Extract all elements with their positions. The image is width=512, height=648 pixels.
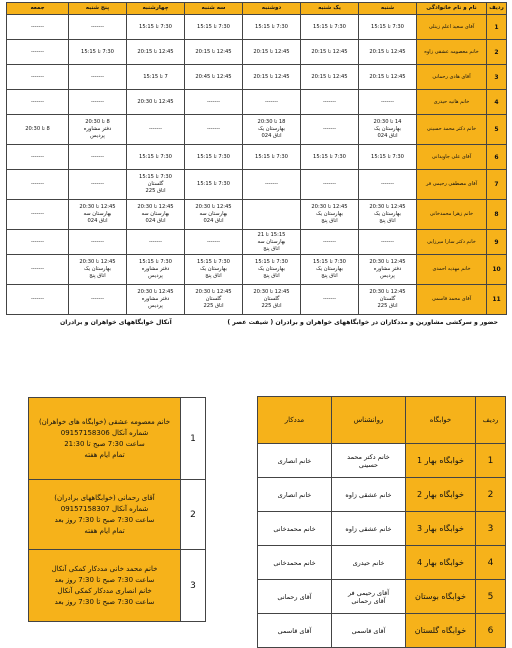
dorm-header-cell: خوابگاه xyxy=(406,397,476,444)
shift-cell: ------- xyxy=(7,170,69,200)
shift-cell: 12:45 تا 20:15 xyxy=(301,40,359,65)
shift-cell: ------- xyxy=(7,65,69,90)
shift-cell: 7:30 تا 15:15 xyxy=(243,15,301,40)
psychologist: خانم حیدری xyxy=(332,546,406,580)
social-worker: خانم محمدخانی xyxy=(258,546,332,580)
shift-cell: 12:45 تا 20:30 دفتر مشاوره پردیس xyxy=(127,285,185,315)
dorm-name: خوابگاه بوستان xyxy=(406,580,476,614)
staff-name: آقای سعید اعلم زینلی xyxy=(417,15,487,40)
staff-name: خانم زهرا محمدخانی xyxy=(417,200,487,230)
shift-cell: 7:30 تا 15:15 xyxy=(185,170,243,200)
row-number: 8 xyxy=(487,200,507,230)
shift-cell: 12:45 تا 20:30 بهارستان یک اتاق پنج xyxy=(359,200,417,230)
social-worker: آقای رحمانی xyxy=(258,580,332,614)
shift-cell: 12:45 تا 20:15 xyxy=(359,65,417,90)
row-number: 7 xyxy=(487,170,507,200)
shift-cell: 7 تا 15:15 xyxy=(127,65,185,90)
dorm-row-number: 1 xyxy=(476,444,506,478)
oncall-details: خانم محمد خانی مددکار کمکی آنکال ساعت 7:30 صبح تا 7:30 روز بعد خانم انصاری مددکار کمکی آنکال ساعت 7:30 صبح تا 7:30 روز بعد xyxy=(29,550,181,622)
shift-cell: ------- xyxy=(7,285,69,315)
shift-cell: ------- xyxy=(69,90,127,115)
row-number: 9 xyxy=(487,230,507,255)
psychologist: خانم عشقی زاوه xyxy=(332,478,406,512)
schedule-header-cell: دوشنبه xyxy=(243,3,301,15)
dorm-header-cell: مددکار xyxy=(258,397,332,444)
shift-cell: ------- xyxy=(7,255,69,285)
schedule-row xyxy=(7,145,507,170)
schedule-header-cell: چهارشنبه xyxy=(127,3,185,15)
shift-cell: ------- xyxy=(359,230,417,255)
schedule-row xyxy=(7,90,507,115)
shift-cell: ------- xyxy=(7,15,69,40)
shift-cell: 8 تا 20:30 xyxy=(7,115,69,145)
shift-cell: 7:30 تا 15:15 xyxy=(243,145,301,170)
schedule-header-cell: جمعه xyxy=(7,3,69,15)
shift-cell: 12:45 تا 20:30 بهارستان سه اتاق 024 xyxy=(127,200,185,230)
shift-cell: ------- xyxy=(69,145,127,170)
oncall-row xyxy=(29,398,206,480)
shift-cell: 12:45 تا 20:30 دفتر مشاوره پردیس xyxy=(359,255,417,285)
oncall-details: آقای رحمانی (خوابگاههای برادران) شماره آنکال 09157158307 ساعت 7:30 صبح تا 7:30 روز بعد تمام ایام هفته xyxy=(29,480,181,550)
shift-cell: 14 تا 20:30 بهارستان یک اتاق 024 xyxy=(359,115,417,145)
row-number: 2 xyxy=(487,40,507,65)
shift-cell: 7:30 تا 15:15 گلستان اتاق 225 xyxy=(127,170,185,200)
row-number: 6 xyxy=(487,145,507,170)
row-number: 5 xyxy=(487,115,507,145)
dorm-row-number: 2 xyxy=(476,478,506,512)
shift-cell: ------- xyxy=(185,90,243,115)
shift-cell: 7:30 تا 15:15 xyxy=(301,145,359,170)
dorm-row xyxy=(258,580,506,614)
shift-cell: 7:30 تا 15:15 بهارستان یک اتاق پنج xyxy=(243,255,301,285)
dorm-row-number: 4 xyxy=(476,546,506,580)
shift-cell: 7:30 تا 15:15 xyxy=(69,40,127,65)
shift-cell: ------- xyxy=(127,115,185,145)
dorm-row-number: 6 xyxy=(476,614,506,648)
dorm-row xyxy=(258,614,506,648)
row-number: 3 xyxy=(487,65,507,90)
shift-cell: ------- xyxy=(301,115,359,145)
row-number: 10 xyxy=(487,255,507,285)
dorm-assignment-table xyxy=(257,396,506,648)
counselor-schedule-table xyxy=(6,2,507,315)
row-number: 1 xyxy=(487,15,507,40)
dorm-row-number: 5 xyxy=(476,580,506,614)
schedule-header-cell: نام و نام خانوادگی xyxy=(417,3,487,15)
shift-cell: 12:45 تا 20:15 xyxy=(127,40,185,65)
dorm-name: خوابگاه بهار 2 xyxy=(406,478,476,512)
shift-cell: 12:45 تا 20:30 بهارستان سه اتاق 024 xyxy=(185,200,243,230)
shift-cell: 7:30 تا 15:15 xyxy=(185,15,243,40)
shift-cell: ------- xyxy=(69,65,127,90)
shift-cell: 12:45 تا 20:30 بهارستان یک اتاق پنج xyxy=(301,200,359,230)
shift-cell: ------- xyxy=(7,90,69,115)
shift-cell: ------- xyxy=(185,230,243,255)
social-worker: خانم انصاری xyxy=(258,444,332,478)
oncall-row-number: 2 xyxy=(181,480,206,550)
shift-cell: ------- xyxy=(359,90,417,115)
schedule-header-cell: سه شنبه xyxy=(185,3,243,15)
dorm-body xyxy=(258,444,506,648)
psychologist: آقای قاسمی xyxy=(332,614,406,648)
shift-cell: 12:45 تا 20:15 xyxy=(185,40,243,65)
staff-name: خانم معصومه عشقی زاوه xyxy=(417,40,487,65)
shift-cell: ------- xyxy=(7,200,69,230)
schedule-row xyxy=(7,15,507,40)
schedule-row xyxy=(7,170,507,200)
shift-cell: ------- xyxy=(69,285,127,315)
row-number: 4 xyxy=(487,90,507,115)
shift-cell: 12:45 تا 20:30 گلستان اتاق 225 xyxy=(185,285,243,315)
caption-oncall: آنکال خوابگاههای خواهران و برادران xyxy=(60,319,172,326)
shift-cell: 7:30 تا 15:15 xyxy=(301,15,359,40)
shift-cell: 7:30 تا 15:15 xyxy=(185,145,243,170)
shift-cell: ------- xyxy=(7,40,69,65)
shift-cell: 7:30 تا 15:15 xyxy=(359,145,417,170)
dorm-row xyxy=(258,546,506,580)
social-worker: آقای قاسمی xyxy=(258,614,332,648)
shift-cell: 12:45 تا 20:30 گلستان اتاق 225 xyxy=(359,285,417,315)
schedule-header-cell: یک شنبه xyxy=(301,3,359,15)
shift-cell: 15:15 تا 21 بهارستان سه اتاق پنج xyxy=(243,230,301,255)
social-worker: خانم محمدخانی xyxy=(258,512,332,546)
schedule-row xyxy=(7,255,507,285)
shift-cell: ------- xyxy=(127,230,185,255)
staff-name: آقای محمد قاسمی xyxy=(417,285,487,315)
oncall-row-number: 3 xyxy=(181,550,206,622)
schedule-row xyxy=(7,115,507,145)
shift-cell: 12:45 تا 20:15 xyxy=(243,40,301,65)
shift-cell: 12:45 تا 20:30 بهارستان سه اتاق 024 xyxy=(69,200,127,230)
dorm-row-number: 3 xyxy=(476,512,506,546)
shift-cell: ------- xyxy=(69,230,127,255)
shift-cell: ------- xyxy=(243,170,301,200)
shift-cell: 7:30 تا 15:15 xyxy=(127,15,185,40)
shift-cell: ------- xyxy=(69,170,127,200)
oncall-row xyxy=(29,480,206,550)
dorm-name: خوابگاه بهار 3 xyxy=(406,512,476,546)
social-worker: خانم انصاری xyxy=(258,478,332,512)
staff-name: خانم هانیه حیدری xyxy=(417,90,487,115)
shift-cell: 12:45 تا 20:15 xyxy=(359,40,417,65)
shift-cell: ------- xyxy=(301,90,359,115)
schedule-body xyxy=(7,15,507,315)
shift-cell: ------- xyxy=(301,170,359,200)
shift-cell: 12:45 تا 20:15 xyxy=(243,65,301,90)
oncall-row xyxy=(29,550,206,622)
dorm-header-row xyxy=(258,397,506,444)
schedule-row xyxy=(7,65,507,90)
shift-cell: ------- xyxy=(7,145,69,170)
staff-name: آقای مصطفی رحیمی فر xyxy=(417,170,487,200)
shift-cell: 8 تا 20:30 دفتر مشاوره پردیس xyxy=(69,115,127,145)
shift-cell: ------- xyxy=(243,90,301,115)
shift-cell: 12:45 تا 20:30 بهارستان یک اتاق پنج xyxy=(69,255,127,285)
schedule-header-cell: شنبه xyxy=(359,3,417,15)
staff-name: خانم مهدیه احمدی xyxy=(417,255,487,285)
shift-cell: ------- xyxy=(7,230,69,255)
psychologist: خانم عشقی زاوه xyxy=(332,512,406,546)
staff-name: خانم دکتر محمد حسینی xyxy=(417,115,487,145)
schedule-row xyxy=(7,40,507,65)
schedule-header-cell: ردیف xyxy=(487,3,507,15)
shift-cell xyxy=(243,200,301,230)
shift-cell: 18 تا 20:30 بهارستان یک اتاق 024 xyxy=(243,115,301,145)
shift-cell: 12:45 تا 20:15 xyxy=(301,65,359,90)
shift-cell: 7:30 تا 15:15 xyxy=(359,15,417,40)
row-number: 11 xyxy=(487,285,507,315)
staff-name: آقای هادی رحمانی xyxy=(417,65,487,90)
shift-cell: ------- xyxy=(301,285,359,315)
dorm-name: خوابگاه گلستان xyxy=(406,614,476,648)
dorm-row xyxy=(258,444,506,478)
staff-name: خانم دکتر سارا میرزایی xyxy=(417,230,487,255)
schedule-row xyxy=(7,200,507,230)
shift-cell: ------- xyxy=(359,170,417,200)
schedule-header-cell: پنج شنبه xyxy=(69,3,127,15)
shift-cell: ------- xyxy=(301,230,359,255)
dorm-row xyxy=(258,478,506,512)
psychologist: آقای رحیمی فر آقای رحمانی xyxy=(332,580,406,614)
schedule-header-row xyxy=(7,3,507,15)
schedule-row xyxy=(7,230,507,255)
staff-name: آقای علی جاویدانی xyxy=(417,145,487,170)
shift-cell: 7:30 تا 15:15 xyxy=(127,145,185,170)
shift-cell: 7:30 تا 15:15 بهارستان یک اتاق پنج xyxy=(185,255,243,285)
schedule-row xyxy=(7,285,507,315)
dorm-row xyxy=(258,512,506,546)
shift-cell: 12:45 تا 20:30 گلستان اتاق 225 xyxy=(243,285,301,315)
oncall-table xyxy=(28,397,206,622)
shift-cell: ------- xyxy=(69,15,127,40)
caption-evening-shift: حضور و سرکشی مشاورین و مددکاران در خوابگاههای خواهران و برادران ( شیفت عصر ) xyxy=(227,319,498,326)
oncall-body xyxy=(29,398,206,622)
dorm-header-cell: روانشناس xyxy=(332,397,406,444)
dorm-name: خوابگاه بهار 1 xyxy=(406,444,476,478)
dorm-name: خوابگاه بهار 4 xyxy=(406,546,476,580)
shift-cell: ------- xyxy=(185,115,243,145)
psychologist: خانم دکتر محمد حسینی xyxy=(332,444,406,478)
dorm-header-cell: ردیف xyxy=(476,397,506,444)
oncall-row-number: 1 xyxy=(181,398,206,480)
shift-cell: 7:30 تا 15:15 دفتر مشاوره پردیس xyxy=(127,255,185,285)
oncall-details: خانم معصومه عشقی (خوابگاه های خواهران) شماره آنکال 09157158306 ساعت 7:30 صبح تا 21:30 تمام ایام هفته xyxy=(29,398,181,480)
shift-cell: 7:30 تا 15:15 بهارستان یک اتاق پنج xyxy=(301,255,359,285)
shift-cell: 12:45 تا 20:45 xyxy=(185,65,243,90)
shift-cell: 12:45 تا 20:30 xyxy=(127,90,185,115)
